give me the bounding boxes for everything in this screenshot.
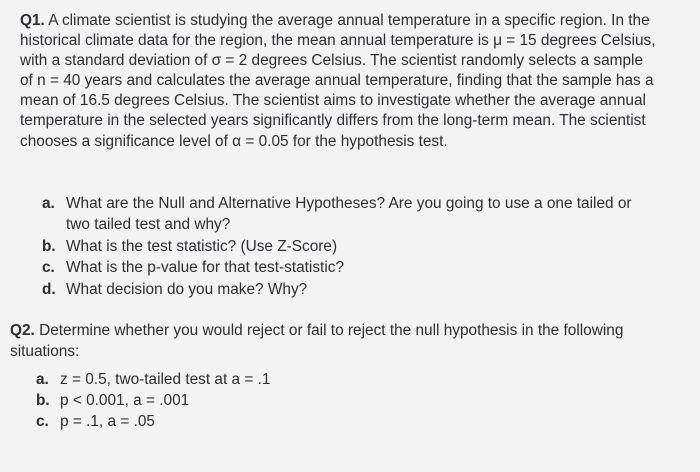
part-text: What is the p-value for that test-statistic? xyxy=(66,259,345,277)
part-text: What is the test statistic? (Use Z-Score) xyxy=(66,237,338,255)
question-1-text: A climate scientist is studying the average annual temperature in a specific region. In the historical climate data for the region, the mean annual temperature is μ = 15 degrees Celsius, with a standard deviation of σ = 2 degrees Celsius. The scientist randomly selects a sample of n = 40 years and calculates the average annual temperature, finding that the sample has a mean of 16.5 degrees Celsius. The scientist aims to investigate whether the average annual temperature in the selected years significantly differs from the long-term mean. The scientist chooses a significance level of α = 0.05 for the hypothesis test. xyxy=(20,12,656,150)
question-1 xyxy=(20,11,660,152)
part-marker: a. xyxy=(36,371,49,388)
part-marker: b. xyxy=(42,237,56,255)
part-marker: d. xyxy=(42,280,56,298)
question-1-part-b xyxy=(42,236,652,257)
question-2-stem xyxy=(10,321,630,362)
part-text: z = 0.5, two-tailed test at a = .1 xyxy=(60,371,271,388)
question-2-part-b xyxy=(36,390,436,411)
question-2-text: Determine whether you would reject or fail to reject the null hypothesis in the following situations: xyxy=(10,322,624,360)
question-1-parts xyxy=(42,193,652,300)
question-2-part-c xyxy=(36,411,436,432)
question-1-stem xyxy=(20,11,660,152)
question-2 xyxy=(10,321,630,362)
question-2-number: Q2. xyxy=(10,322,35,339)
part-marker: b. xyxy=(36,392,50,410)
part-text: p < 0.001, a = .001 xyxy=(60,392,190,410)
part-text: p = .1, a = .05 xyxy=(60,413,155,431)
question-1-part-d xyxy=(42,279,652,300)
part-text: What decision do you make? Why? xyxy=(66,280,308,298)
question-2-parts xyxy=(36,369,436,433)
question-2-part-a xyxy=(36,369,436,390)
question-1-part-c xyxy=(42,257,652,278)
part-marker: c. xyxy=(36,413,49,431)
question-1-part-a xyxy=(42,193,652,236)
question-1-number: Q1. xyxy=(20,12,45,29)
part-marker: a. xyxy=(42,195,55,212)
part-text: What are the Null and Alternative Hypotheses? Are you going to use a one tailed or two tailed test and why? xyxy=(66,195,632,234)
part-marker: c. xyxy=(42,259,55,277)
